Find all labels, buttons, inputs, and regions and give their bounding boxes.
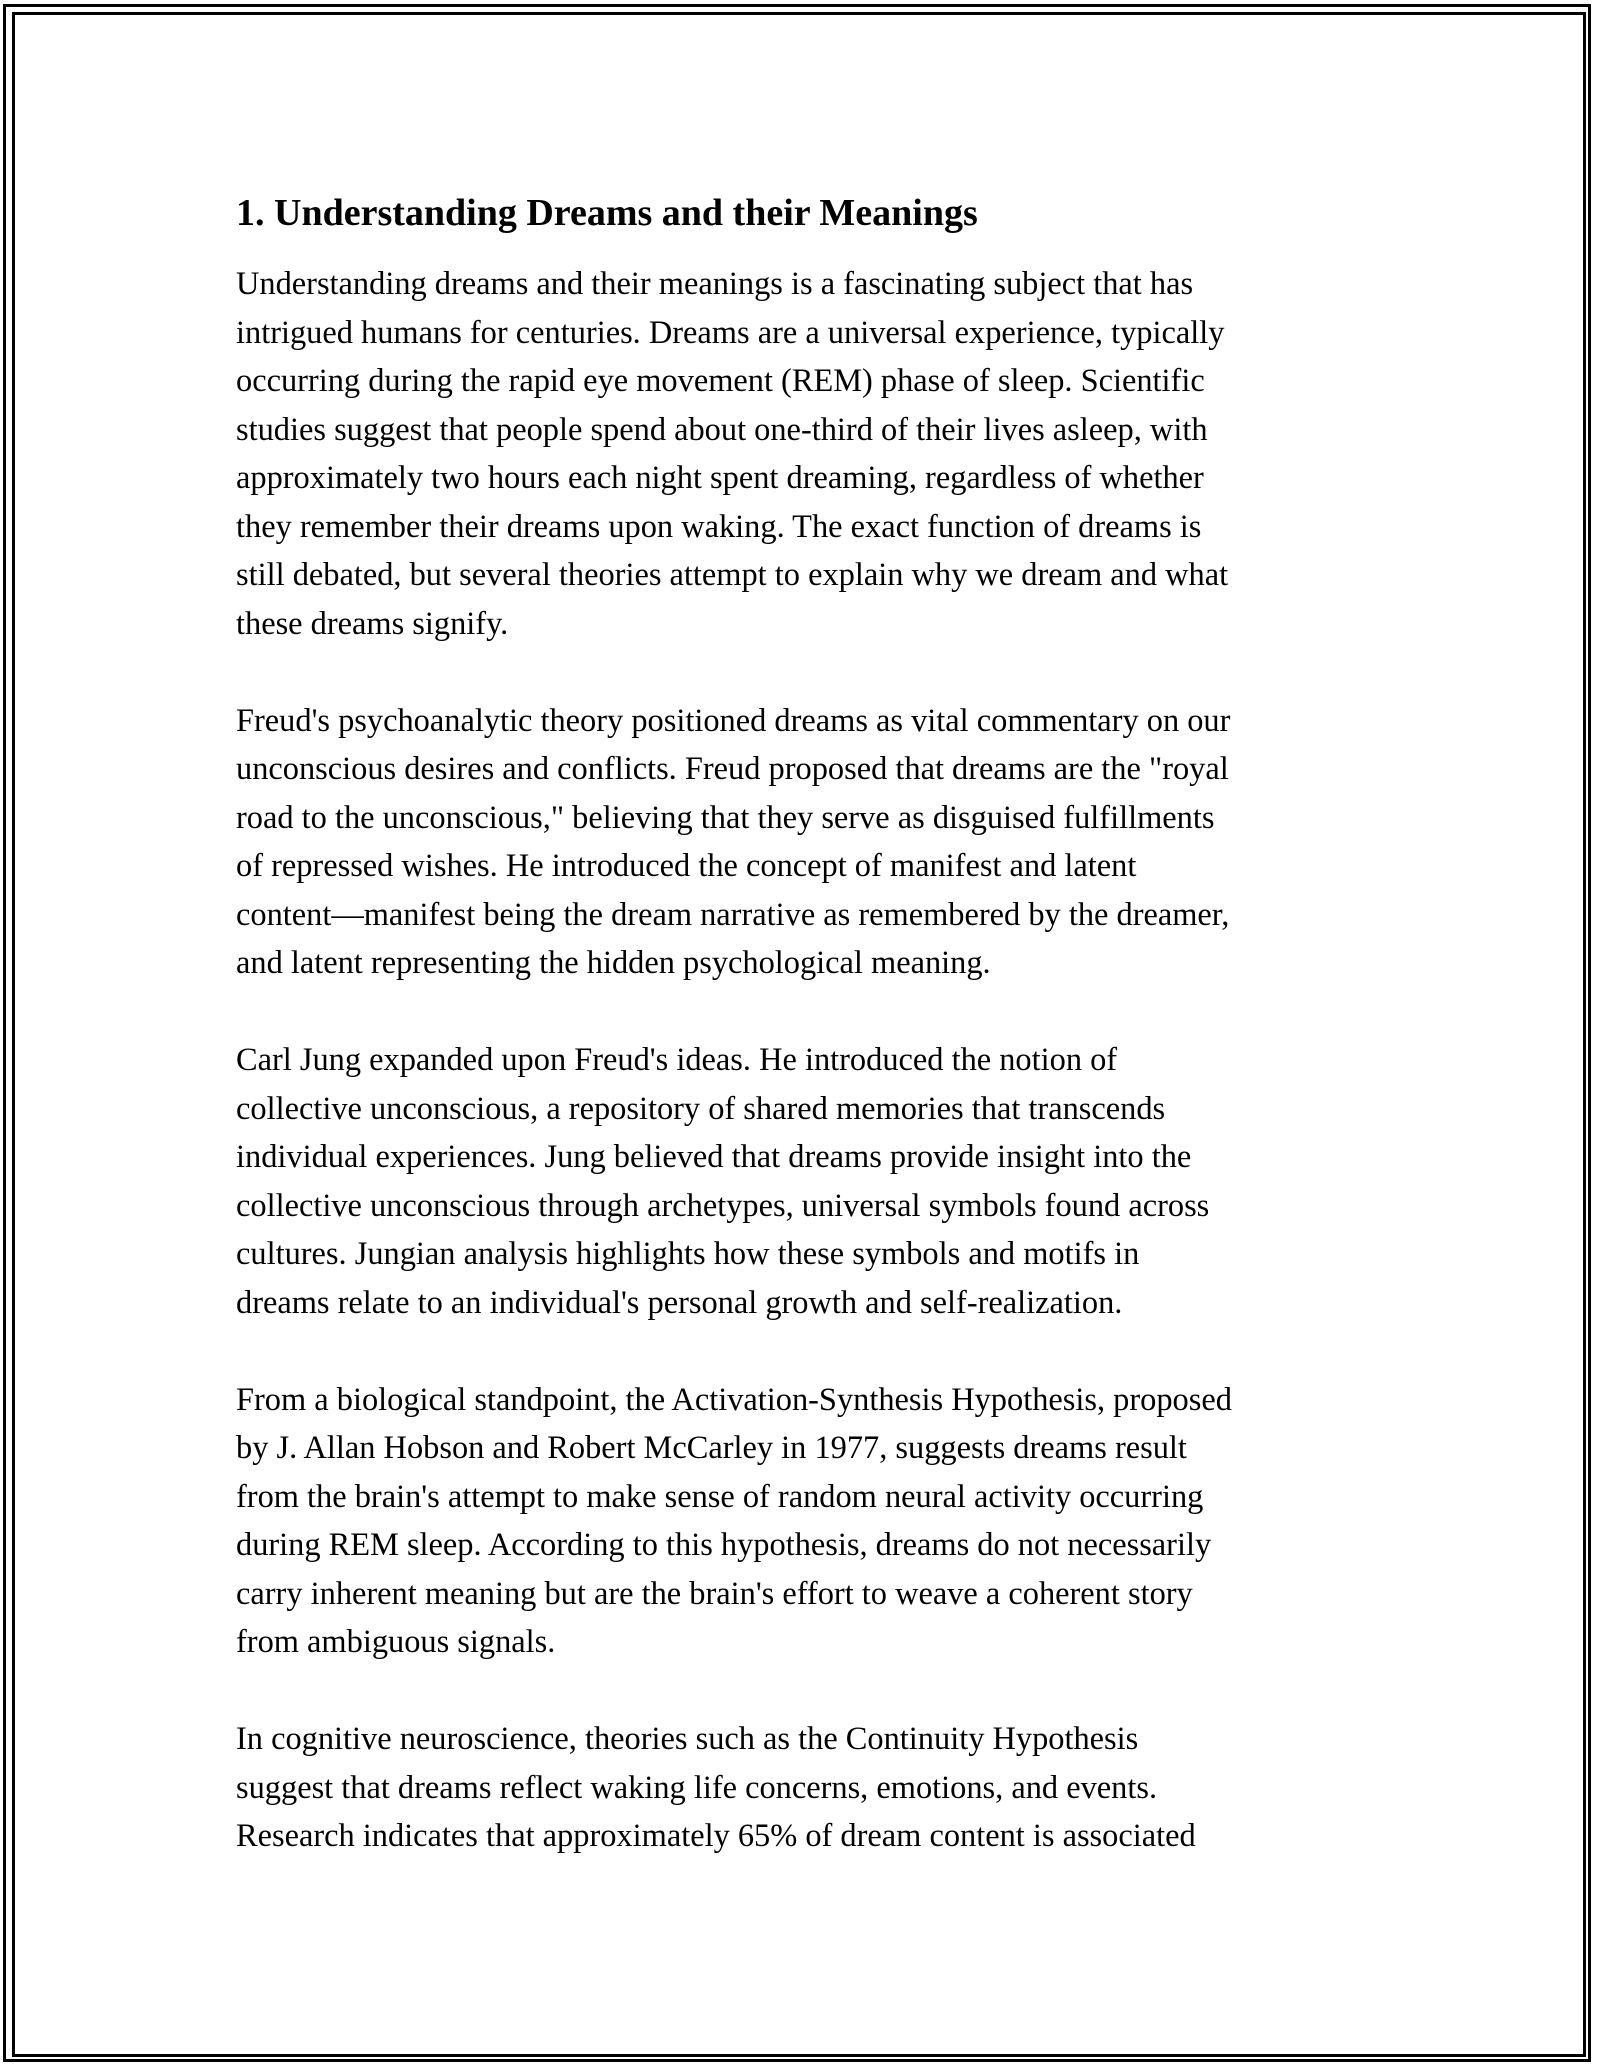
document-body	[236, 188, 1376, 1909]
section-heading: 1. Understanding Dreams and their Meanings	[236, 192, 978, 234]
paragraph-jung: Carl Jung expanded upon Freud's ideas. He introduced the notion of collective unconscious, a repository of shared memories that transcends individual experiences. Jung believed that dreams provide insight into the collective unconscious through archetypes, universal symbols found across cultures. Jungian analysis highlights how these symbols and motifs in dreams relate to an individual's personal growth and self-realization.	[236, 1042, 1210, 1321]
paragraph-continuity: In cognitive neuroscience, theories such as the Continuity Hypothesis suggest that dreams reflect waking life concerns, emotions, and events. Research indicates that approximately 65% of dream content is associated	[236, 1721, 1196, 1854]
paragraph-intro: Understanding dreams and their meanings is a fascinating subject that has intrigued humans for centuries. Dreams are a universal experience, typically occurring during the rapid eye movement (REM) phase of sleep. Scientific studies suggest that people spend about one-third of their lives asleep, with approximately two hours each night spent dreaming, regardless of whether they remember their dreams upon waking. The exact function of dreams is still debated, but several theories attempt to explain why we dream and what these dreams signify.	[236, 266, 1229, 642]
paragraph-activation-synthesis: From a biological standpoint, the Activation-Synthesis Hypothesis, proposed by J. Allan Hobson and Robert McCarley in 1977, suggests dreams result from the brain's attempt to make sense of random neural activity occurring during REM sleep. According to this hypothesis, dreams do not necessarily carry inherent meaning but are the brain's effort to weave a coherent story from ambiguous signals.	[236, 1381, 1232, 1660]
paragraph-freud: Freud's psychoanalytic theory positioned dreams as vital commentary on our unconscious desires and conflicts. Freud proposed that dreams are the "royal road to the unconscious," believing that they serve as disguised fulfillments of repressed wishes. He introduced the concept of manifest and latent content—manifest being the dream narrative as remembered by the dreamer, and latent representing the hidden psychological meaning.	[236, 702, 1231, 981]
